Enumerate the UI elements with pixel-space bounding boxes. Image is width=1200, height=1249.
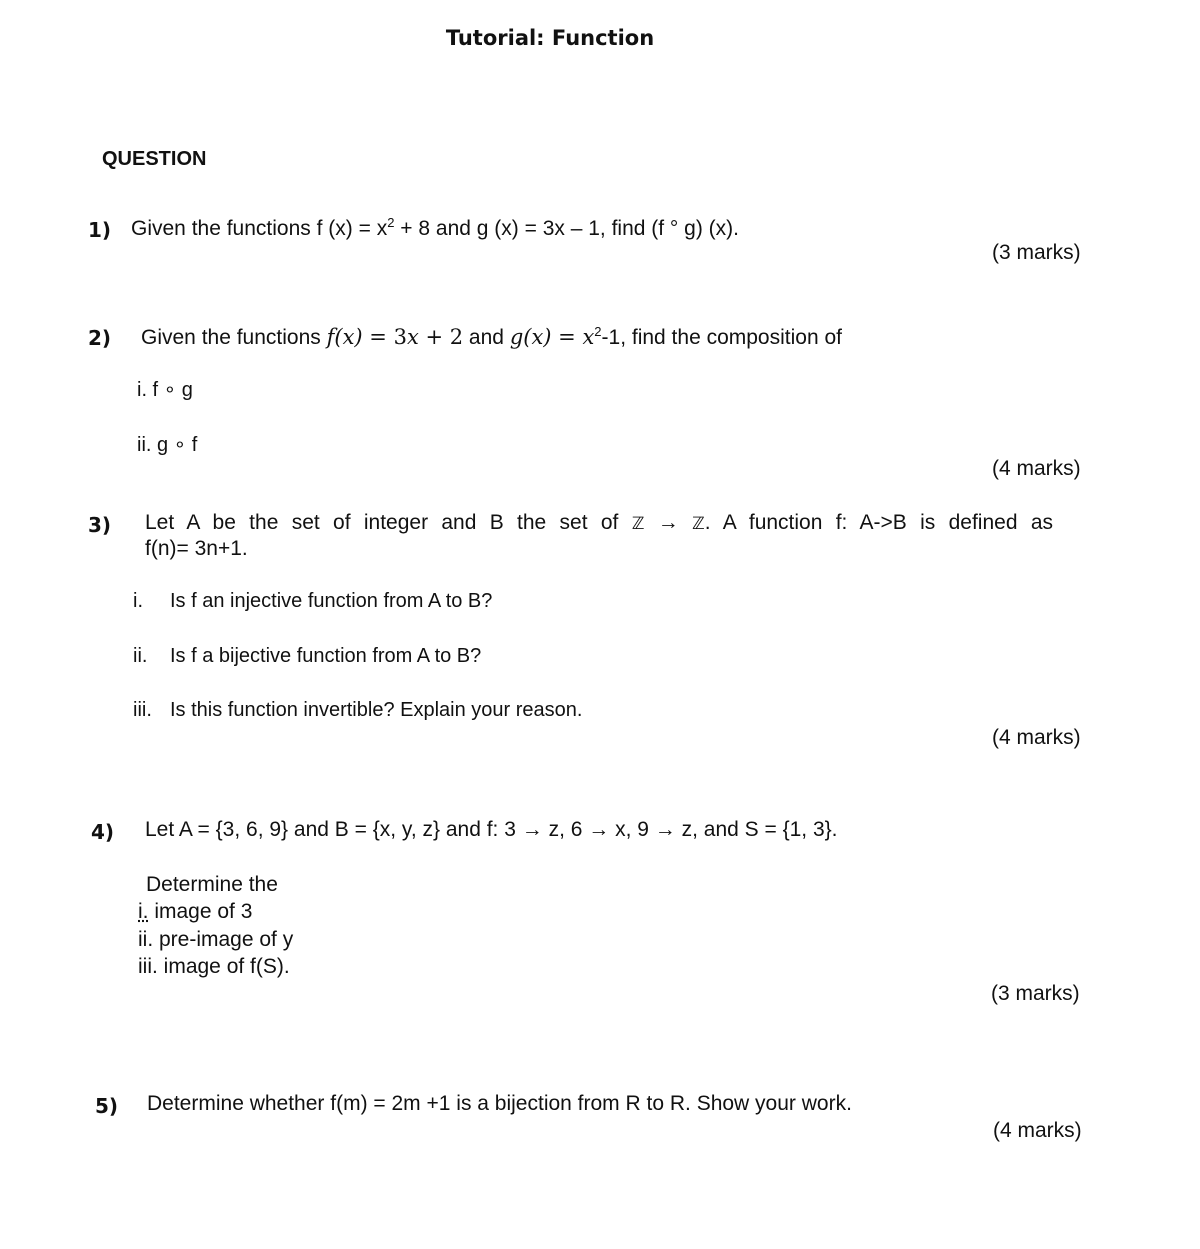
question-3-item-1-label: i. [133,590,143,612]
question-3-item-2-label: ii. [133,645,148,667]
question-1-number: 1) [88,218,112,242]
question-1-marks: (3 marks) [992,241,1081,264]
question-2-item-1: i. f ∘ g [137,379,193,401]
question-2-text: Given the functions f(x) = 3x + 2 and $g(x) = x^2-1$, find the composition of [141,324,842,349]
question-5-marks: (4 marks) [993,1119,1082,1142]
question-3-line-2: f(n)= 3n+1. [145,537,248,560]
question-4-number: 4) [91,820,115,844]
question-3-item-1-text: Is f an injective function from A to B? [170,590,493,612]
question-2-number: 2) [88,326,112,350]
question-2-item-2: ii. g ∘ f [137,434,198,456]
question-3-line-1: Let A be the set of integer and B the set of ℤ → ℤ. A function f: A->B is defined as [145,511,1054,534]
question-2-marks: (4 marks) [992,457,1081,480]
question-4-text: Let A = {3, 6, 9} and B = {x, y, z} and f: 3 → z, 6 → x, 9 → z, and S = {1, 3}. [145,818,838,841]
question-4-intro: Determine the [146,873,278,896]
question-5-text: Determine whether f(m) = 2m +1 is a bijection from R to R. Show your work. [147,1092,852,1115]
question-4-item-1: i. image of 3 [138,900,253,923]
question-4-item-2: ii. pre-image of y [138,928,294,951]
question-5-number: 5) [95,1094,119,1118]
section-heading: QUESTION [102,148,207,170]
question-3-item-3-text: Is this function invertible? Explain your reason. [170,699,583,721]
question-4-marks: (3 marks) [991,982,1080,1005]
page-title: Tutorial: Function [445,26,655,50]
question-3-number: 3) [88,513,112,537]
question-3-item-2-text: Is f a bijective function from A to B? [170,645,482,667]
question-3-marks: (4 marks) [992,726,1081,749]
question-4-item-3: iii. image of f(S). [138,955,290,978]
question-3-item-3-label: iii. [133,699,152,721]
question-1-text: Given the functions f $(x) = x^2 + 8$ and g (x) = 3x – 1, find (f ° g) (x). [131,215,739,240]
